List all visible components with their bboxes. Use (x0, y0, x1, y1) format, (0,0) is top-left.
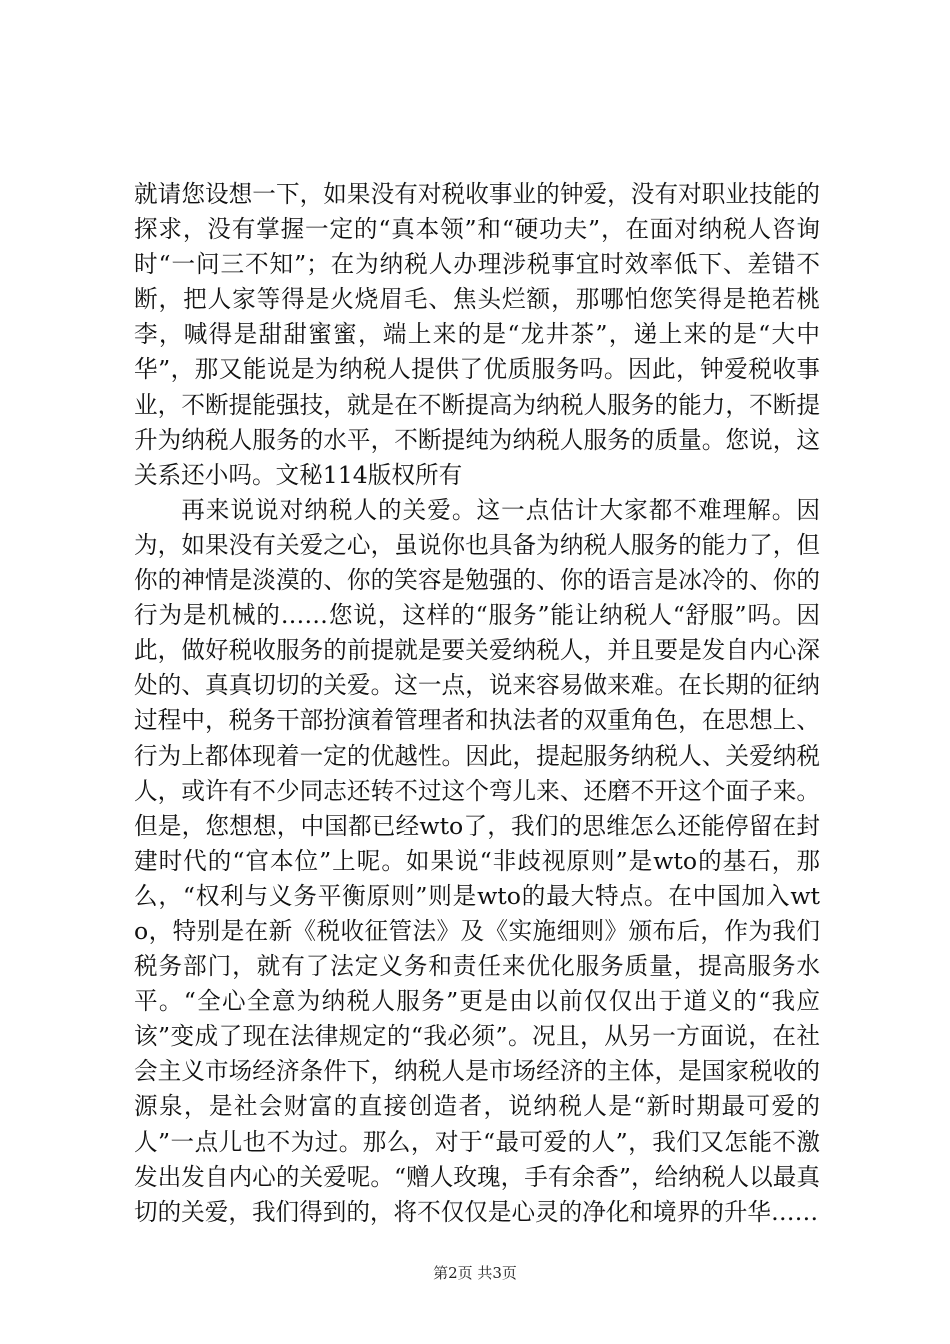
page-number: 第2页 共3页 (433, 1264, 517, 1282)
paragraph-2: 再来说说对纳税人的关爱。这一点估计大家都不难理解。因为，如果没有关爱之心，虽说你也具备为纳税人服务的能力了，但你的神情是淡漠的、你的笑容是勉强的、你的语言是冰冷的、你的行为是机械的……您说，这样的“服务”能让纳税人“舒服”吗。因此，做好税收服务的前提就是要关爱纳税人，并且要是发自内心深处的、真真切切的关爱。这一点，说来容易做来难。在长期的征纳过程中，税务干部扮演着管理者和执法者的双重角色，在思想上、行为上都体现着一定的优越性。因此，提起服务纳税人、关爱纳税人，或许有不少同志还转不过这个弯儿来、还磨不开这个面子来。但是，您想想，中国都已经wto了，我们的思维怎么还能停留在封建时代的“官本位”上呢。如果说“非歧视原则”是wto的基石，那么，“权利与义务平衡原则”则是wto的最大特点。在中国加入wto，特别是在新《税收征管法》及《实施细则》颁布后，作为我们税务部门，就有了法定义务和责任来优化服务质量，提高服务水平。“全心全意为纳税人服务”更是由以前仅仅出于道义的“我应该”变成了现在法律规定的“我必须”。况且，从另一方面说，在社会主义市场经济条件下，纳税人是市场经济的主体，是国家税收的源泉，是社会财富的直接创造者，说纳税人是“新时期最可爱的人”一点儿也不为过。那么，对于“最可爱的人”，我们又怎能不激发出发自内心的关爱呢。“赠人玫瑰，手有余香”，给纳税人以最真切的关爱，我们得到的，将不仅仅是心灵的净化和境界的升华…… (134, 495, 820, 1226)
page-footer (0, 1262, 950, 1283)
paragraph-1: 就请您设想一下，如果没有对税收事业的钟爱，没有对职业技能的探求，没有掌握一定的“真本领”和“硬功夫”，在面对纳税人咨询时“一问三不知”；在为纳税人办理涉税事宜时效率低下、差错不断，把人家等得是火烧眉毛、焦头烂额，那哪怕您笑得是艳若桃李，喊得是甜甜蜜蜜，端上来的是“龙井茶”，递上来的是“大中华”，那又能说是为纳税人提供了优质服务吗。因此，钟爱税收事业，不断提能强技，就是在不断提高为纳税人服务的能力，不断提升为纳税人服务的水平，不断提纯为纳税人服务的质量。您说，这关系还小吗。文秘114版权所有 (134, 180, 820, 489)
document-body (134, 177, 820, 1230)
